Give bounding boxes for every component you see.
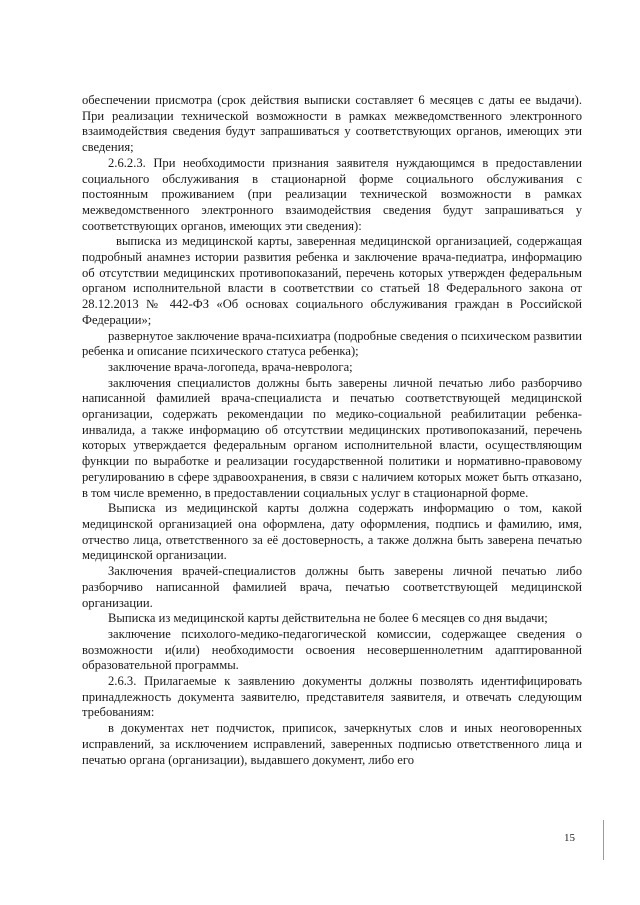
paragraph-extract-validity: Выписка из медицинской карты действительна не более 6 месяцев со дня выдачи; — [108, 611, 548, 626]
paragraph-no-erasures-requirement: в документах нет подчисток, приписок, зачеркнутых слов и иных неоговоренных исправлений, за исключением исправлений, заверенных подписью ответственного лица и печатью органа (организации), выдавшего документ, либо его — [82, 721, 582, 767]
paragraph-pmpk-conclusion: заключение психолого-медико-педагогической комиссии, содержащее сведения о возможности и(или) необходимости освоения несовершеннолетним адаптированной образовательной программы. — [82, 626, 582, 673]
scan-edge-line — [603, 820, 604, 860]
paragraph-psychiatrist-conclusion: развернутое заключение врача-психиатра (подробные сведения о психическом развитии ребенка и описание психического статуса ребенка); — [82, 328, 582, 359]
paragraph-speech-therapist-neurologist: заключение врача-логопеда, врача-невролога; — [108, 359, 353, 374]
paragraph-2-6-3: 2.6.3. Прилагаемые к заявлению документы должны позволять идентифицировать принадлежность документа заявителю, представителя заявителя, и отвечать следующим требованиям: — [82, 674, 582, 720]
paragraph-doctor-conclusions-certification: Заключения врачей-специалистов должны быть заверены личной печатью либо разборчиво написанной фамилией врача, печатью соответствующей медицинской организации. — [82, 564, 582, 610]
document-body — [82, 93, 582, 768]
paragraph-specialist-conclusions: заключения специалистов должны быть заверены личной печатью либо разборчиво написанной фамилией врача-специалиста и печатью соответствующей медицинской организации, содержать рекомендации по медико-социальной реабилитации ребенка-инвалида, а также информацию об отсутствии медицинских противопоказаний, перечень которых утверждается федеральным органом исполнительной власти, осуществляющим функции по выработке и реализации государственной политики и нормативно-правовому регулированию в сфере здравоохранения, в связи с наличием которых может быть отказано, в том числе временно, в предоставлении социальных услуг в стационарной форме. — [82, 375, 582, 500]
paragraph-medical-record-extract: выписка из медицинской карты, заверенная медицинской организацией, содержащая подробный анамнез истории развития ребенка и заключение врача-педиатра, информацию об отсутствии медицинских противопоказаний, перечень которых утвержден федеральным органом исполнительной власти в соответствии со статьей 18 Федерального закона от 28.12.2013 № 442-ФЗ «Об основах социального обслуживания граждан в Российской Федерации»; — [82, 234, 582, 327]
paragraph-2-6-2-3: 2.6.2.3. При необходимости признания заявителя нуждающимся в предоставлении социального обслуживания в стационарной форме социального обслуживания с постоянным проживанием (при реализации технической возможности в рамках межведомственного электронного взаимодействия сведения будут запрашиваться у соответствующих органов, имеющих эти сведения): — [82, 155, 582, 233]
page-number: 15 — [564, 832, 575, 844]
paragraph-extract-requirements: Выписка из медицинской карты должна содержать информацию о том, какой медицинской организацией она оформлена, дату оформления, подпись и фамилию, имя, отчество лица, ответственного за её достоверность, а также должна быть заверена печатью медицинской организации. — [82, 501, 582, 563]
paragraph-supervision-continuation: обеспечении присмотра (срок действия выписки составляет 6 месяцев с даты ее выдачи). При реализации технической возможности в рамках межведомственного электронного взаимодействия сведения будут запрашиваться у соответствующих органов, имеющих эти сведения; — [82, 93, 582, 155]
